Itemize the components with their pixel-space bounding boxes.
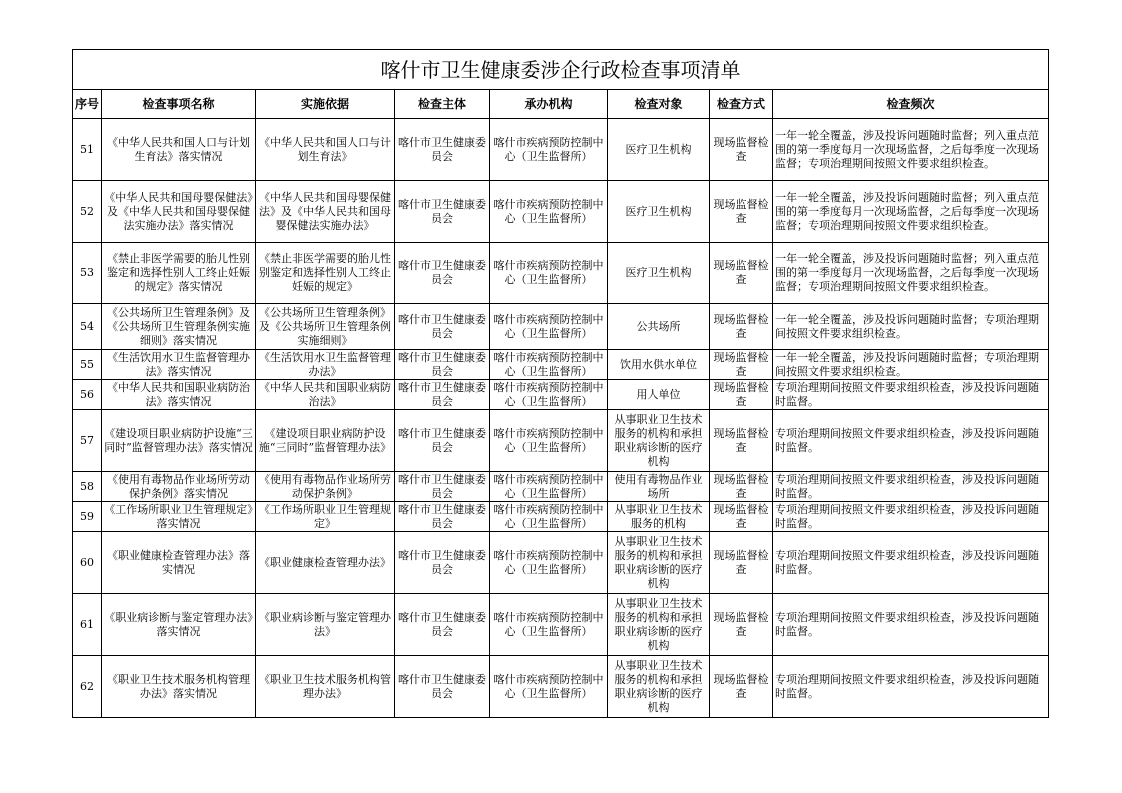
target-cell: 医疗卫生机构 bbox=[608, 119, 710, 181]
item-name-cell: 《使用有毒物品作业场所劳动保护条例》落实情况 bbox=[102, 472, 256, 502]
header-freq: 检查频次 bbox=[773, 90, 1049, 119]
subject-cell: 喀什市卫生健康委员会 bbox=[395, 304, 490, 350]
header-org: 承办机构 bbox=[490, 90, 608, 119]
target-cell: 医疗卫生机构 bbox=[608, 181, 710, 243]
row-number-cell: 56 bbox=[73, 380, 102, 410]
subject-cell: 喀什市卫生健康委员会 bbox=[395, 119, 490, 181]
method-cell: 现场监督检查 bbox=[710, 656, 773, 718]
subject-cell: 喀什市卫生健康委员会 bbox=[395, 410, 490, 472]
subject-cell: 喀什市卫生健康委员会 bbox=[395, 656, 490, 718]
method-cell: 现场监督检查 bbox=[710, 380, 773, 410]
row-number-cell: 55 bbox=[73, 350, 102, 380]
item-name-cell: 《禁止非医学需要的胎儿性别鉴定和选择性别人工终止妊娠的规定》落实情况 bbox=[102, 243, 256, 304]
method-cell: 现场监督检查 bbox=[710, 502, 773, 532]
table-row bbox=[73, 380, 1049, 410]
organization-cell: 喀什市疾病预防控制中心（卫生监督所） bbox=[490, 243, 608, 304]
item-name-cell: 《中华人民共和国人口与计划生育法》落实情况 bbox=[102, 119, 256, 181]
frequency-cell: 专项治理期间按照文件要求组织检查，涉及投诉问题随时监督。 bbox=[773, 656, 1049, 718]
row-number-cell: 52 bbox=[73, 181, 102, 243]
item-name-cell: 《中华人民共和国职业病防治法》落实情况 bbox=[102, 380, 256, 410]
organization-cell: 喀什市疾病预防控制中心（卫生监督所） bbox=[490, 656, 608, 718]
target-cell: 用人单位 bbox=[608, 380, 710, 410]
item-name-cell: 《职业卫生技术服务机构管理办法》落实情况 bbox=[102, 656, 256, 718]
subject-cell: 喀什市卫生健康委员会 bbox=[395, 532, 490, 594]
header-row bbox=[73, 90, 1049, 119]
organization-cell: 喀什市疾病预防控制中心（卫生监督所） bbox=[490, 532, 608, 594]
item-name-cell: 《职业病诊断与鉴定管理办法》落实情况 bbox=[102, 594, 256, 656]
item-name-cell: 《工作场所职业卫生管理规定》落实情况 bbox=[102, 502, 256, 532]
basis-cell: 《职业健康检查管理办法》 bbox=[256, 532, 395, 594]
header-target: 检查对象 bbox=[608, 90, 710, 119]
subject-cell: 喀什市卫生健康委员会 bbox=[395, 502, 490, 532]
subject-cell: 喀什市卫生健康委员会 bbox=[395, 181, 490, 243]
item-name-cell: 《建设项目职业病防护设施“三同时”监督管理办法》落实情况 bbox=[102, 410, 256, 472]
target-cell: 从事职业卫生技术服务的机构和承担职业病诊断的医疗机构 bbox=[608, 532, 710, 594]
method-cell: 现场监督检查 bbox=[710, 243, 773, 304]
method-cell: 现场监督检查 bbox=[710, 119, 773, 181]
organization-cell: 喀什市疾病预防控制中心（卫生监督所） bbox=[490, 181, 608, 243]
table-row bbox=[73, 594, 1049, 656]
method-cell: 现场监督检查 bbox=[710, 350, 773, 380]
row-number-cell: 58 bbox=[73, 472, 102, 502]
basis-cell: 《中华人民共和国职业病防治法》 bbox=[256, 380, 395, 410]
table-row bbox=[73, 656, 1049, 718]
frequency-cell: 一年一轮全覆盖，涉及投诉问题随时监督；专项治理期间按照文件要求组织检查。 bbox=[773, 304, 1049, 350]
header-method: 检查方式 bbox=[710, 90, 773, 119]
basis-cell: 《建设项目职业病防护设施“三同时”监督管理办法》 bbox=[256, 410, 395, 472]
frequency-cell: 一年一轮全覆盖，涉及投诉问题随时监督；列入重点范围的第一季度每月一次现场监督，之后每季度一次现场监督；专项治理期间按照文件要求组织检查。 bbox=[773, 181, 1049, 243]
row-number-cell: 51 bbox=[73, 119, 102, 181]
row-number-cell: 54 bbox=[73, 304, 102, 350]
header-subject: 检查主体 bbox=[395, 90, 490, 119]
subject-cell: 喀什市卫生健康委员会 bbox=[395, 350, 490, 380]
item-name-cell: 《职业健康检查管理办法》落实情况 bbox=[102, 532, 256, 594]
frequency-cell: 专项治理期间按照文件要求组织检查，涉及投诉问题随时监督。 bbox=[773, 502, 1049, 532]
organization-cell: 喀什市疾病预防控制中心（卫生监督所） bbox=[490, 380, 608, 410]
basis-cell: 《中华人民共和国母婴保健法》及《中华人民共和国母婴保健法实施办法》 bbox=[256, 181, 395, 243]
header-no: 序号 bbox=[73, 90, 102, 119]
basis-cell: 《使用有毒物品作业场所劳动保护条例》 bbox=[256, 472, 395, 502]
target-cell: 从事职业卫生技术服务的机构和承担职业病诊断的医疗机构 bbox=[608, 594, 710, 656]
frequency-cell: 一年一轮全覆盖，涉及投诉问题随时监督；列入重点范围的第一季度每月一次现场监督，之后每季度一次现场监督；专项治理期间按照文件要求组织检查。 bbox=[773, 243, 1049, 304]
header-item: 检查事项名称 bbox=[102, 90, 256, 119]
target-cell: 从事职业卫生技术服务的机构和承担职业病诊断的医疗机构 bbox=[608, 410, 710, 472]
basis-cell: 《职业病诊断与鉴定管理办法》 bbox=[256, 594, 395, 656]
frequency-cell: 专项治理期间按照文件要求组织检查，涉及投诉问题随时监督。 bbox=[773, 472, 1049, 502]
frequency-cell: 专项治理期间按照文件要求组织检查，涉及投诉问题随时监督。 bbox=[773, 410, 1049, 472]
row-number-cell: 53 bbox=[73, 243, 102, 304]
inspection-table bbox=[72, 49, 1049, 718]
basis-cell: 《公共场所卫生管理条例》及《公共场所卫生管理条例实施细则》 bbox=[256, 304, 395, 350]
table-row bbox=[73, 304, 1049, 350]
method-cell: 现场监督检查 bbox=[710, 472, 773, 502]
title-row bbox=[73, 50, 1049, 90]
organization-cell: 喀什市疾病预防控制中心（卫生监督所） bbox=[490, 594, 608, 656]
inspection-list-sheet bbox=[72, 49, 1048, 718]
subject-cell: 喀什市卫生健康委员会 bbox=[395, 594, 490, 656]
row-number-cell: 57 bbox=[73, 410, 102, 472]
target-cell: 使用有毒物品作业场所 bbox=[608, 472, 710, 502]
table-row bbox=[73, 350, 1049, 380]
frequency-cell: 一年一轮全覆盖，涉及投诉问题随时监督；专项治理期间按照文件要求组织检查。 bbox=[773, 350, 1049, 380]
organization-cell: 喀什市疾病预防控制中心（卫生监督所） bbox=[490, 119, 608, 181]
frequency-cell: 专项治理期间按照文件要求组织检查，涉及投诉问题随时监督。 bbox=[773, 594, 1049, 656]
method-cell: 现场监督检查 bbox=[710, 181, 773, 243]
organization-cell: 喀什市疾病预防控制中心（卫生监督所） bbox=[490, 304, 608, 350]
basis-cell: 《生活饮用水卫生监督管理办法》 bbox=[256, 350, 395, 380]
table-row bbox=[73, 243, 1049, 304]
table-row bbox=[73, 472, 1049, 502]
table-row bbox=[73, 502, 1049, 532]
table-row bbox=[73, 410, 1049, 472]
subject-cell: 喀什市卫生健康委员会 bbox=[395, 380, 490, 410]
target-cell: 医疗卫生机构 bbox=[608, 243, 710, 304]
organization-cell: 喀什市疾病预防控制中心（卫生监督所） bbox=[490, 410, 608, 472]
row-number-cell: 61 bbox=[73, 594, 102, 656]
frequency-cell: 一年一轮全覆盖，涉及投诉问题随时监督；列入重点范围的第一季度每月一次现场监督，之后每季度一次现场监督；专项治理期间按照文件要求组织检查。 bbox=[773, 119, 1049, 181]
method-cell: 现场监督检查 bbox=[710, 304, 773, 350]
table-row bbox=[73, 119, 1049, 181]
header-basis: 实施依据 bbox=[256, 90, 395, 119]
target-cell: 从事职业卫生技术服务的机构 bbox=[608, 502, 710, 532]
table-row bbox=[73, 532, 1049, 594]
method-cell: 现场监督检查 bbox=[710, 410, 773, 472]
table-row bbox=[73, 181, 1049, 243]
item-name-cell: 《中华人民共和国母婴保健法》及《中华人民共和国母婴保健法实施办法》落实情况 bbox=[102, 181, 256, 243]
basis-cell: 《禁止非医学需要的胎儿性别鉴定和选择性别人工终止妊娠的规定》 bbox=[256, 243, 395, 304]
organization-cell: 喀什市疾病预防控制中心（卫生监督所） bbox=[490, 472, 608, 502]
row-number-cell: 60 bbox=[73, 532, 102, 594]
basis-cell: 《中华人民共和国人口与计划生育法》 bbox=[256, 119, 395, 181]
subject-cell: 喀什市卫生健康委员会 bbox=[395, 243, 490, 304]
target-cell: 公共场所 bbox=[608, 304, 710, 350]
method-cell: 现场监督检查 bbox=[710, 594, 773, 656]
frequency-cell: 专项治理期间按照文件要求组织检查，涉及投诉问题随时监督。 bbox=[773, 380, 1049, 410]
organization-cell: 喀什市疾病预防控制中心（卫生监督所） bbox=[490, 502, 608, 532]
item-name-cell: 《公共场所卫生管理条例》及《公共场所卫生管理条例实施细则》落实情况 bbox=[102, 304, 256, 350]
basis-cell: 《工作场所职业卫生管理规定》 bbox=[256, 502, 395, 532]
table-body bbox=[73, 119, 1049, 718]
frequency-cell: 专项治理期间按照文件要求组织检查，涉及投诉问题随时监督。 bbox=[773, 532, 1049, 594]
organization-cell: 喀什市疾病预防控制中心（卫生监督所） bbox=[490, 350, 608, 380]
item-name-cell: 《生活饮用水卫生监督管理办法》落实情况 bbox=[102, 350, 256, 380]
subject-cell: 喀什市卫生健康委员会 bbox=[395, 472, 490, 502]
target-cell: 饮用水供水单位 bbox=[608, 350, 710, 380]
basis-cell: 《职业卫生技术服务机构管理办法》 bbox=[256, 656, 395, 718]
target-cell: 从事职业卫生技术服务的机构和承担职业病诊断的医疗机构 bbox=[608, 656, 710, 718]
method-cell: 现场监督检查 bbox=[710, 532, 773, 594]
page-title: 喀什市卫生健康委涉企行政检查事项清单 bbox=[73, 50, 1049, 90]
row-number-cell: 62 bbox=[73, 656, 102, 718]
row-number-cell: 59 bbox=[73, 502, 102, 532]
